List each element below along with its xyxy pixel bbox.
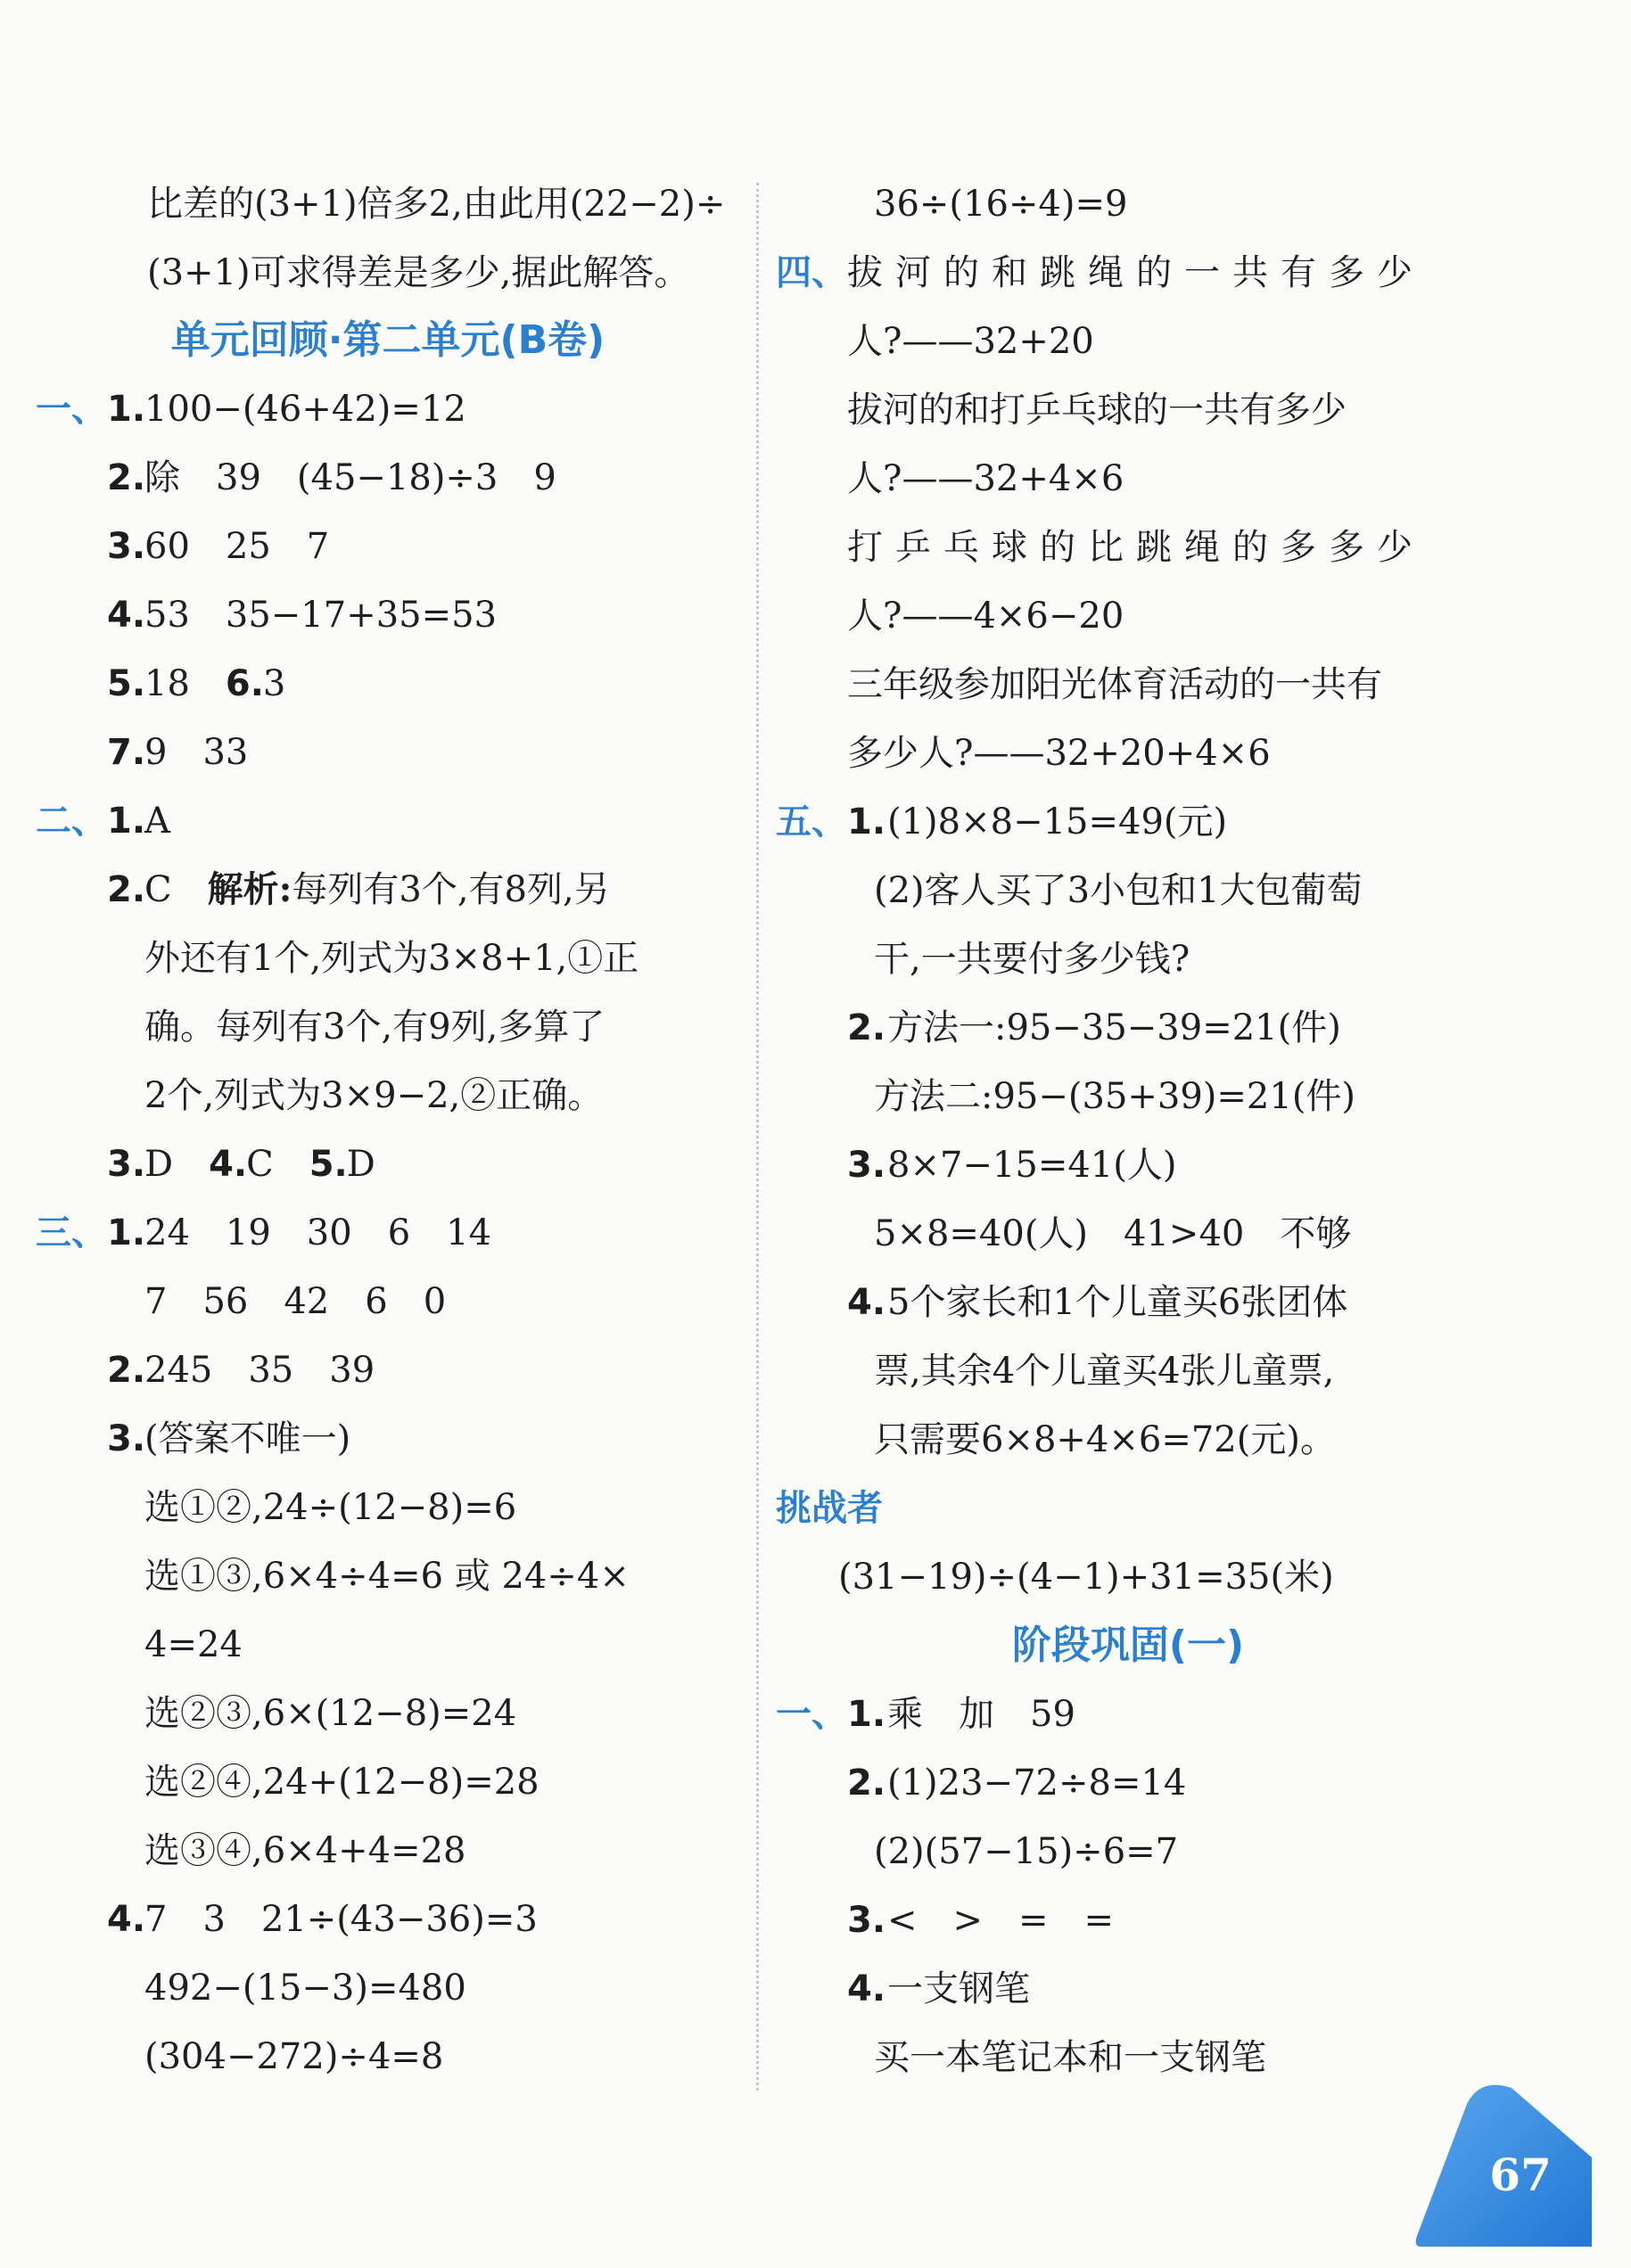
answer-text: (1)23−72÷8=14 <box>887 1763 1187 1804</box>
s4-line-2: 人?——32+20 <box>847 321 1094 362</box>
intro-line-1: 比差的(3+1)倍多2,由此用(22−2)÷ <box>147 184 726 225</box>
s3-item-3-line-4: 选②③,6×(12−8)=24 <box>144 1693 517 1734</box>
answer-text: C <box>246 1144 274 1185</box>
answer-text: 除 39 (45−18)÷3 9 <box>144 457 556 498</box>
s1-item-5-6 <box>36 649 285 719</box>
s3-item-3-line-1: 选①②,24÷(12−8)=6 <box>144 1487 517 1528</box>
s3-item-4 <box>36 1885 538 1954</box>
item-number: 2. <box>107 1350 146 1391</box>
item-number: 2. <box>847 1007 886 1048</box>
item-number: 2. <box>107 869 146 910</box>
item-number: 3. <box>107 526 146 567</box>
answer-text: D <box>346 1144 375 1185</box>
answer-text: D <box>144 1144 174 1185</box>
answer-text: 24 19 30 6 14 <box>144 1212 492 1253</box>
s4-line-1 <box>776 238 1425 308</box>
intro-line-2: (3+1)可求得差是多少,据此解答。 <box>147 252 690 293</box>
section-marker: 一、 <box>776 1694 847 1735</box>
answer-text: 5个家长和1个儿童买6张团体 <box>887 1282 1348 1323</box>
s5-item-1-line-3: 干,一共要付多少钱? <box>874 939 1190 980</box>
section-marker: 二、 <box>36 801 107 842</box>
item-number: 1. <box>107 801 146 842</box>
item-number: 7. <box>107 732 146 773</box>
section-marker: 一、 <box>36 389 107 430</box>
s3-item-2 <box>36 1335 375 1405</box>
s3-item-3-line-3: 4=24 <box>144 1624 243 1665</box>
s1-item-1 <box>36 374 466 444</box>
item-number: 4. <box>847 1282 886 1323</box>
answer-text: 9 33 <box>144 732 249 773</box>
answer-text: 60 25 7 <box>144 526 330 567</box>
answer-text: 100−(46+42)=12 <box>144 389 466 430</box>
s2-item-1 <box>36 786 170 856</box>
s3-item-3 <box>36 1404 350 1474</box>
answer-text: 245 35 39 <box>144 1350 375 1391</box>
analysis-text: 每列有3个,有8列,另 <box>292 869 610 910</box>
s5-item-2 <box>776 993 1341 1063</box>
answer-text: 7 3 21÷(43−36)=3 <box>144 1899 538 1940</box>
item-number: 3. <box>847 1145 886 1186</box>
s1-item-2 <box>36 443 556 513</box>
item-number: 4. <box>847 1968 886 2009</box>
answer-text: (答案不唯一) <box>144 1418 351 1459</box>
s5-item-1-line-2: (2)客人买了3小包和1大包葡萄 <box>874 870 1363 911</box>
s3-item-4-line-1: 492−(15−3)=480 <box>144 1968 466 2009</box>
item-number: 2. <box>107 457 146 498</box>
section-marker: 四、 <box>776 252 847 293</box>
item-number: 2. <box>847 1763 886 1804</box>
s4-line-8: 多少人?——32+20+4×6 <box>847 733 1271 774</box>
item-number: 4. <box>107 1899 146 1940</box>
s2-item-2-line-2: 外还有1个,列式为3×8+1,①正 <box>144 938 639 979</box>
section-marker: 五、 <box>776 801 847 842</box>
answer-text: 8×7−15=41(人) <box>887 1145 1177 1186</box>
top-equation: 36÷(16÷4)=9 <box>874 184 1128 225</box>
item-number: 5. <box>309 1144 348 1185</box>
s5-item-4-line-2: 票,其余4个儿童买4张儿童票, <box>874 1351 1335 1392</box>
s2-item-2 <box>36 855 610 924</box>
answer-text: (1)8×8−15=49(元) <box>887 801 1228 842</box>
answer-text: 乘 加 59 <box>887 1694 1075 1735</box>
item-number: 1. <box>107 389 146 430</box>
s5-item-2-line-2: 方法二:95−(35+39)=21(件) <box>874 1076 1356 1117</box>
item-number: 6. <box>225 663 264 704</box>
s5-item-3-line-2: 5×8=40(人) 41>40 不够 <box>874 1213 1352 1254</box>
phase-item-3 <box>776 1886 1114 1955</box>
column-divider <box>756 183 759 2091</box>
challenge-heading: 挑战者 <box>776 1488 883 1529</box>
s1-item-3 <box>36 512 329 581</box>
section-marker: 三、 <box>36 1212 107 1253</box>
analysis-label: 解析: <box>207 868 292 910</box>
s4-line-3: 拔河的和打乒乓球的一共有多少 <box>847 390 1347 431</box>
answer-text: 3 <box>262 663 286 704</box>
item-number: 1. <box>847 801 886 842</box>
item-number: 5. <box>107 663 146 704</box>
answer-text: 18 <box>144 663 190 704</box>
answer-text: < > = = <box>887 1900 1115 1941</box>
unit-review-heading: 单元回顾·第二单元(B卷) <box>170 317 605 363</box>
phase-review-heading: 阶段巩固(一) <box>1011 1623 1245 1668</box>
s5-item-4-line-3: 只需要6×8+4×6=72(元)。 <box>874 1419 1336 1460</box>
s3-item-3-line-5: 选②④,24+(12−8)=28 <box>144 1762 540 1803</box>
s3-item-1 <box>36 1198 491 1268</box>
answer-text: 一支钢笔 <box>887 1968 1030 2009</box>
s4-line-7: 三年级参加阳光体育活动的一共有 <box>847 664 1382 705</box>
answer-text: 方法一:95−35−39=21(件) <box>887 1007 1341 1048</box>
item-number: 4. <box>107 595 146 636</box>
item-number: 3. <box>847 1900 886 1941</box>
answer-text: 拔河的和跳绳的一共有多少 <box>847 252 1425 293</box>
phase-item-2-line-2: (2)(57−15)÷6=7 <box>874 1831 1179 1872</box>
item-number: 1. <box>847 1694 886 1735</box>
answer-text: C <box>144 869 172 910</box>
s3-item-1-line-2: 7 56 42 6 0 <box>144 1281 447 1322</box>
s3-item-3-line-2: 选①③,6×4÷4=6 或 24÷4× <box>144 1556 630 1597</box>
item-number: 3. <box>107 1144 146 1185</box>
s2-item-2-line-4: 2个,列式为3×9−2,②正确。 <box>144 1075 604 1116</box>
phase-item-2 <box>776 1748 1186 1818</box>
s3-item-3-line-6: 选③④,6×4+4=28 <box>144 1830 466 1871</box>
phase-item-1 <box>776 1680 1075 1749</box>
s2-item-3-5 <box>36 1130 375 1199</box>
page-number: 67 <box>1489 2149 1552 2201</box>
s1-item-7 <box>36 718 248 787</box>
s2-item-2-line-3: 确。每列有3个,有9列,多算了 <box>144 1007 605 1048</box>
phase-item-4-line-2: 买一本笔记本和一支钢笔 <box>874 2037 1266 2078</box>
s4-line-6: 人?——4×6−20 <box>847 596 1124 637</box>
answer-text: A <box>144 801 170 842</box>
page-number-tab <box>1413 2068 1601 2247</box>
s4-line-5: 打乒乓球的比跳绳的多多少 <box>847 527 1425 568</box>
phase-item-4 <box>776 1954 1030 2024</box>
s4-line-4: 人?——32+4×6 <box>847 458 1124 499</box>
challenge-answer: (31−19)÷(4−1)+31=35(米) <box>838 1557 1334 1598</box>
s3-item-4-line-2: (304−272)÷4=8 <box>144 2036 444 2077</box>
item-number: 4. <box>209 1144 248 1185</box>
s1-item-4 <box>36 580 497 650</box>
s5-item-3 <box>776 1130 1176 1200</box>
s5-item-4 <box>776 1268 1347 1337</box>
item-number: 3. <box>107 1418 146 1459</box>
s5-item-1 <box>776 787 1227 857</box>
item-number: 1. <box>107 1212 146 1253</box>
answer-text: 53 35−17+35=53 <box>144 595 498 636</box>
